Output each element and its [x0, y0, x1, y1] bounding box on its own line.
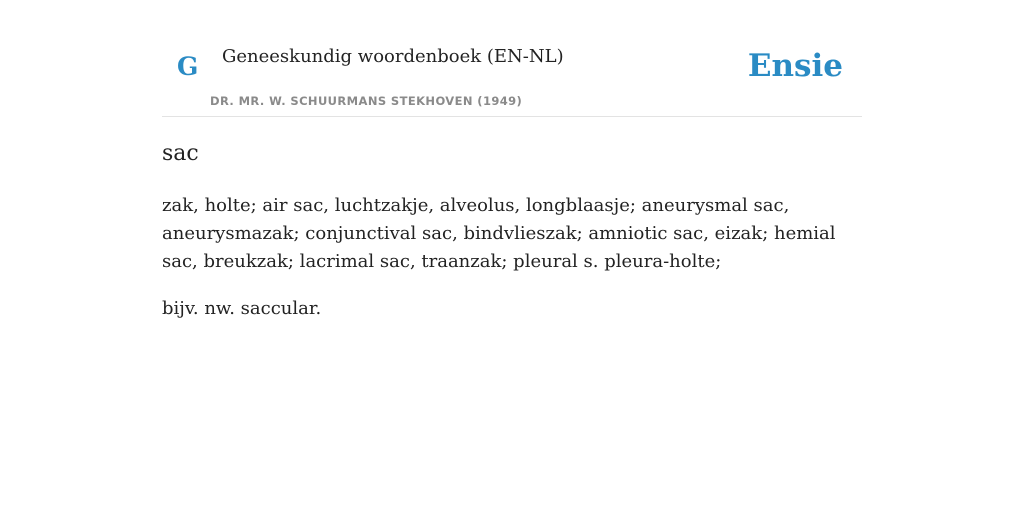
entry-definition: zak, holte; air sac, luchtzakje, alveolus, longblaasje; aneurysmal sac, aneurysmazak; conjunctival sac, bindvlieszak; amniotic sac, eizak; hemial sac, breukzak; lacrimal sac, traanzak; pleural s. pleura-holte;	[162, 195, 836, 272]
dictionary-header	[162, 0, 862, 117]
entry-grammar-note: bijv. nw. saccular.	[162, 298, 322, 319]
dictionary-author: DR. MR. W. SCHUURMANS STEKHOVEN (1949)	[210, 94, 523, 108]
entry-headword: sac	[162, 141, 199, 166]
dictionary-title[interactable]: Geneeskundig woordenboek (EN-NL)	[222, 46, 564, 67]
ensie-brand-link[interactable]: Ensie	[747, 48, 843, 84]
dictionary-logo[interactable]: G	[177, 52, 199, 81]
